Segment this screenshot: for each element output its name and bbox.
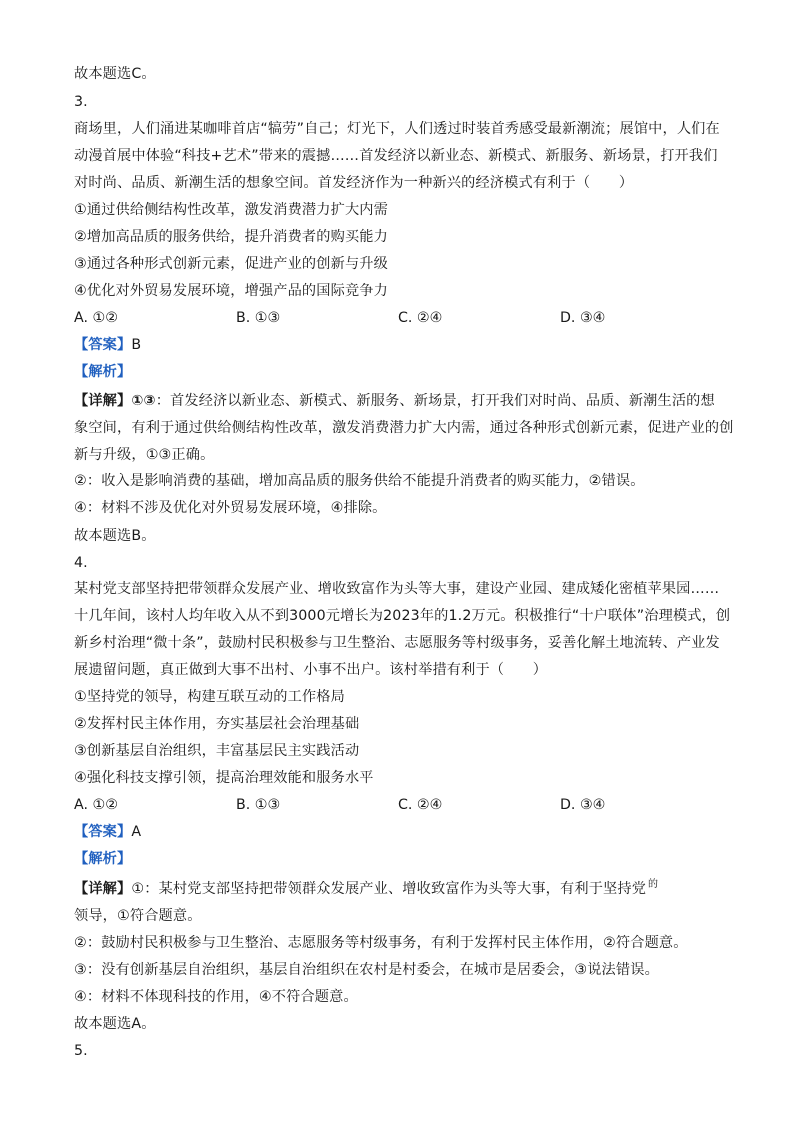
q4-stem-line-1: 某村党支部坚持把带领群众发展产业、增收致富作为头等大事，建设产业园、建成矮化密植苹果园…… [74,581,720,597]
q4-analysis-tag [74,849,131,869]
q4-answer: A [131,824,142,840]
q3-option-c: C. ②④ [398,310,443,326]
q4-statement-2: ②发挥村民主体作用，夯实基层社会治理基础 [74,716,360,732]
q4-option-b: B. ①③ [236,797,281,813]
q4-stem-line-4: 展遗留问题，真正做到大事不出村、小事不出户。该村举措有利于（ ） [74,662,548,678]
q3-number: 3. [74,94,88,110]
q4-detail-line-5: ④：材料不体现科技的作用，④不符合题意。 [74,989,358,1005]
q3-option-a: A. ①② [74,310,118,326]
q3-statement-1: ①通过供给侧结构性改革，激发消费潜力扩大内需 [74,202,388,218]
q4-stem-line-3: 新乡村治理“微十条”，鼓励村民积极参与卫生整治、志愿服务等村级事务，妥善化解土地流转、产业发 [74,635,720,651]
q3-detail-lead: ①③ [131,393,156,409]
q3-option-d: D. ③④ [560,310,606,326]
q3-detail-line-4: ②：收入是影响消费的基础，增加高品质的服务供给不能提升消费者的购买能力，②错误。 [74,473,645,489]
q3-conclusion: 故本题选B。 [74,528,156,544]
q4-detail-sup: 的 [648,879,659,890]
q4-conclusion: 故本题选A。 [74,1016,156,1032]
q3-answer-line [74,335,141,355]
q4-stem-line-2: 十几年间，该村人均年收入从不到3000元增长为2023年的1.2万元。积极推行“十户联体”治理模式，创 [74,608,731,624]
q3-option-b: B. ①③ [236,310,281,326]
q4-option-c: C. ②④ [398,797,443,813]
q4-detail-line-1 [74,879,658,901]
q4-detail-line-2: 领导，①符合题意。 [74,908,202,924]
q3-statement-4: ④优化对外贸易发展环境，增强产品的国际竞争力 [74,283,388,299]
q4-analysis-label: 【解析】 [74,851,132,867]
q3-detail-tag: 【详解】 [74,393,132,409]
q4-option-a: A. ①② [74,797,118,813]
q5-number: 5. [74,1043,88,1059]
q3-analysis-label: 【解析】 [74,364,132,380]
q3-detail-line-2: 象空间，有利于通过供给侧结构性改革，激发消费潜力扩大内需，通过各种形式创新元素，促进产业的创 [74,420,734,436]
q4-detail-line-3: ②：鼓励村民积极参与卫生整治、志愿服务等村级事务，有利于发挥村民主体作用，②符合题意。 [74,935,688,951]
q4-statement-4: ④强化科技支撑引领，提高治理效能和服务水平 [74,770,374,786]
q3-detail-line-5: ④：材料不涉及优化对外贸易发展环境，④排除。 [74,500,387,516]
q4-number: 4. [74,555,88,571]
q4-statement-3: ③创新基层自治组织，丰富基层民主实践活动 [74,743,360,759]
q4-detail-text-1: ①：某村党支部坚持把带领群众发展产业、增收致富作为头等大事，有利于坚持党 [131,881,647,897]
q3-detail-line-3: 新与升级，①③正确。 [74,447,215,463]
q3-statement-3: ③通过各种形式创新元素，促进产业的创新与升级 [74,256,388,272]
q4-answer-tag: 【答案】 [74,824,132,840]
q4-detail-line-4: ③：没有创新基层自治组织，基层自治组织在农村是村委会，在城市是居委会，③说法错误。 [74,962,659,978]
q3-stem-line-3: 对时尚、品质、新潮生活的想象空间。首发经济作为一种新兴的经济模式有利于（ ） [74,175,634,191]
q4-answer-line [74,822,141,842]
q3-stem-line-1: 商场里，人们涌进某咖啡首店“犒劳”自己；灯光下，人们透过时装首秀感受最新潮流；展馆中，人们在 [74,121,720,137]
q4-statement-1: ①坚持党的领导，构建互联互动的工作格局 [74,689,345,705]
q3-detail-text-1: ：首发经济以新业态、新模式、新服务、新场景，打开我们对时尚、品质、新潮生活的想 [155,393,715,409]
q4-option-d: D. ③④ [560,797,606,813]
q4-detail-tag: 【详解】 [74,881,132,897]
q3-detail-line-1 [74,391,715,411]
q3-statement-2: ②增加高品质的服务供给，提升消费者的购买能力 [74,229,388,245]
q3-answer: B [131,337,142,353]
q3-answer-tag: 【答案】 [74,337,132,353]
q3-stem-line-2: 动漫首展中体验“科技+艺术”带来的震撼……首发经济以新业态、新模式、新服务、新场景，打开我们 [74,148,718,164]
q3-analysis-tag [74,362,131,382]
q2-conclusion: 故本题选C。 [74,66,156,82]
